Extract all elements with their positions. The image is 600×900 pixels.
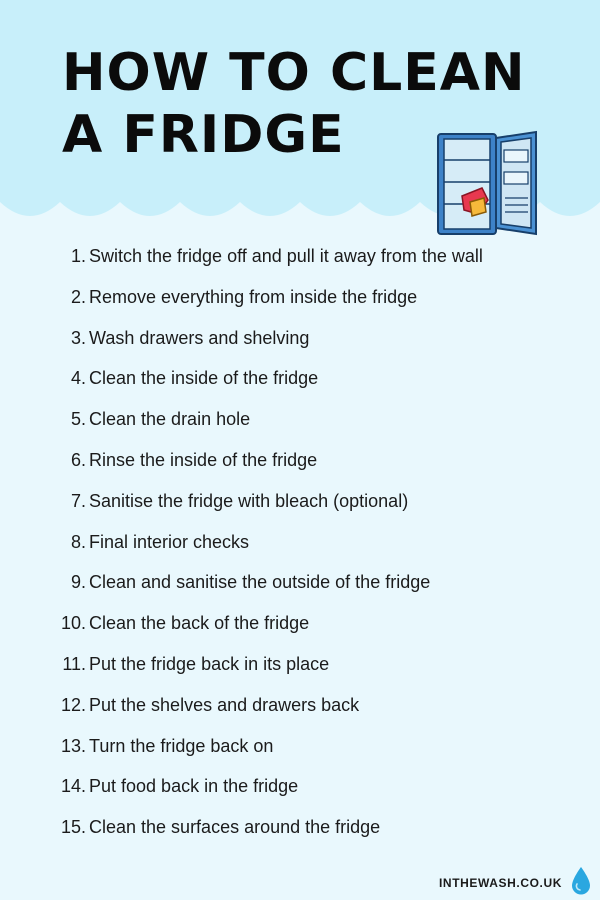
step-number: 2. bbox=[70, 286, 86, 307]
step-item bbox=[48, 246, 588, 287]
step-item bbox=[48, 328, 588, 369]
step-number: 13. bbox=[60, 735, 86, 756]
step-number: 10. bbox=[60, 613, 86, 634]
step-item bbox=[48, 736, 588, 777]
brand-link[interactable]: INTHEWASH.CO.UK bbox=[439, 876, 562, 890]
open-fridge-icon bbox=[432, 128, 544, 240]
step-number: 12. bbox=[60, 694, 86, 715]
step-text: Final interior checks bbox=[89, 531, 250, 552]
step-item bbox=[48, 491, 588, 532]
step-text: Clean the surfaces around the fridge bbox=[89, 817, 381, 838]
step-number: 5. bbox=[70, 409, 86, 430]
step-item bbox=[48, 368, 588, 409]
steps-list bbox=[48, 246, 588, 858]
step-text: Put food back in the fridge bbox=[89, 776, 299, 797]
water-drop-icon bbox=[570, 866, 592, 896]
step-text: Rinse the inside of the fridge bbox=[89, 449, 318, 470]
step-item bbox=[48, 817, 588, 858]
step-text: Clean the drain hole bbox=[89, 409, 251, 430]
step-item bbox=[48, 450, 588, 491]
step-text: Clean the back of the fridge bbox=[89, 613, 310, 634]
step-item bbox=[48, 532, 588, 573]
step-text: Put the shelves and drawers back bbox=[89, 694, 360, 715]
title-line-1: HOW TO CLEAN bbox=[62, 43, 526, 103]
title-line-2: A FRIDGE bbox=[62, 105, 345, 165]
step-number: 6. bbox=[70, 449, 86, 470]
step-item bbox=[48, 654, 588, 695]
step-text: Switch the fridge off and pull it away from the wall bbox=[89, 246, 483, 266]
step-number: 3. bbox=[70, 327, 86, 348]
step-number: 11. bbox=[62, 653, 86, 674]
step-number: 9. bbox=[70, 572, 86, 593]
step-number: 15. bbox=[60, 817, 86, 838]
step-item bbox=[48, 572, 588, 613]
step-text: Remove everything from inside the fridge bbox=[89, 286, 418, 307]
step-item bbox=[48, 613, 588, 654]
step-text: Clean the inside of the fridge bbox=[89, 368, 319, 389]
step-text: Sanitise the fridge with bleach (optional) bbox=[89, 490, 409, 511]
step-item bbox=[48, 776, 588, 817]
step-text: Put the fridge back in its place bbox=[89, 653, 330, 674]
step-text: Wash drawers and shelving bbox=[89, 327, 310, 348]
step-item bbox=[48, 695, 588, 736]
step-item bbox=[48, 409, 588, 450]
step-text: Clean and sanitise the outside of the fridge bbox=[89, 572, 431, 593]
step-text: Turn the fridge back on bbox=[89, 735, 274, 756]
step-number: 1. bbox=[70, 246, 86, 266]
step-number: 4. bbox=[70, 368, 86, 389]
step-number: 8. bbox=[70, 531, 86, 552]
step-number: 14. bbox=[60, 776, 86, 797]
step-item bbox=[48, 287, 588, 328]
step-number: 7. bbox=[70, 490, 86, 511]
